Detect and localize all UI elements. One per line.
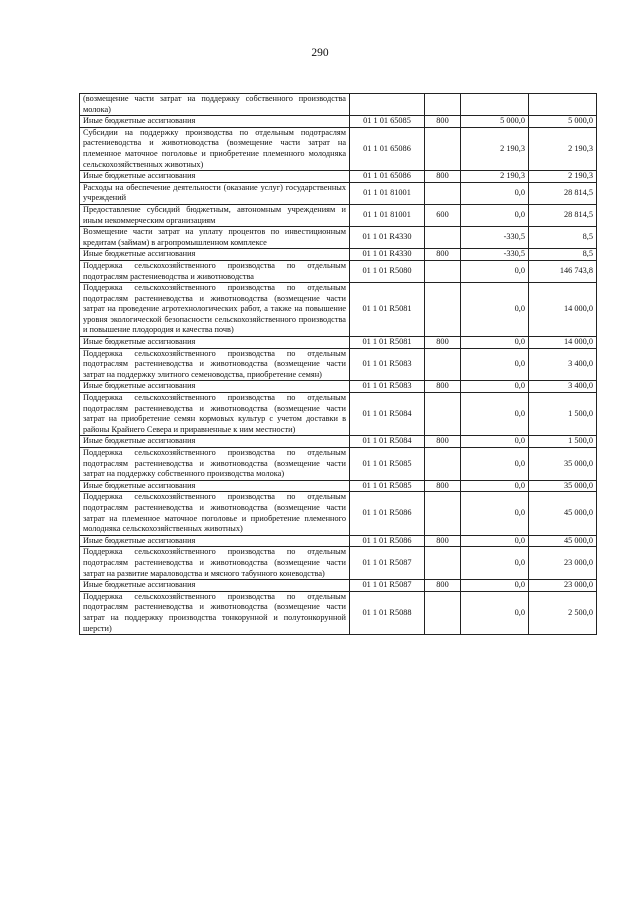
item-name-cell: Иные бюджетные ассигнования — [80, 436, 350, 448]
table-row — [80, 591, 597, 634]
table-row — [80, 260, 597, 282]
item-name-cell: Поддержка сельскохозяйственного производства по отдельным подотраслям растениеводства и животноводства (возмещение части затрат на племенное маточное поголовье и приобретение племенного молодняка сельскохозяйственных животных) — [80, 492, 350, 535]
target-code-cell: 01 1 01 R5085 — [350, 448, 425, 481]
table-row — [80, 182, 597, 204]
item-name-cell: Предоставление субсидий бюджетным, автономным учреждениям и иным некоммерческим организациям — [80, 204, 350, 226]
amount-total-cell: 146 743,8 — [529, 260, 597, 282]
expense-kind-cell: 800 — [425, 381, 461, 393]
amount-change-cell: 0,0 — [461, 448, 529, 481]
target-code-cell: 01 1 01 R4330 — [350, 227, 425, 249]
amount-total-cell: 2 190,3 — [529, 171, 597, 183]
amount-total-cell: 5 000,0 — [529, 116, 597, 128]
amount-total-cell: 28 814,5 — [529, 204, 597, 226]
amount-change-cell: 0,0 — [461, 393, 529, 436]
target-code-cell: 01 1 01 81001 — [350, 182, 425, 204]
target-code-cell: 01 1 01 R5083 — [350, 348, 425, 381]
expense-kind-cell: 800 — [425, 171, 461, 183]
amount-change-cell: 2 190,3 — [461, 127, 529, 170]
item-name-cell: Иные бюджетные ассигнования — [80, 381, 350, 393]
table-row — [80, 204, 597, 226]
expense-kind-cell — [425, 348, 461, 381]
amount-change-cell: 0,0 — [461, 436, 529, 448]
target-code-cell: 01 1 01 R5085 — [350, 480, 425, 492]
item-name-cell: Поддержка сельскохозяйственного производства по отдельным подотраслям растениеводства и животноводства (возмещение части затрат на поддержку производства тонкорунной и полутонкорунной шерсти) — [80, 591, 350, 634]
table-row — [80, 580, 597, 592]
item-name-cell: Возмещение части затрат на уплату процентов по инвестиционным кредитам (займам) в агропромышленном комплексе — [80, 227, 350, 249]
item-name-cell: Поддержка сельскохозяйственного производства по отдельным подотраслям растениеводства и животноводства — [80, 260, 350, 282]
item-name-cell: Иные бюджетные ассигнования — [80, 535, 350, 547]
amount-change-cell: 0,0 — [461, 204, 529, 226]
amount-total-cell: 14 000,0 — [529, 337, 597, 349]
expense-kind-cell — [425, 227, 461, 249]
target-code-cell — [350, 94, 425, 116]
expense-kind-cell: 800 — [425, 337, 461, 349]
amount-total-cell: 2 500,0 — [529, 591, 597, 634]
target-code-cell: 01 1 01 65086 — [350, 127, 425, 170]
table-row — [80, 171, 597, 183]
amount-total-cell: 35 000,0 — [529, 448, 597, 481]
table-row — [80, 436, 597, 448]
expense-kind-cell: 800 — [425, 480, 461, 492]
amount-change-cell: 0,0 — [461, 547, 529, 580]
amount-change-cell: 2 190,3 — [461, 171, 529, 183]
amount-total-cell: 3 400,0 — [529, 381, 597, 393]
expense-kind-cell: 800 — [425, 580, 461, 592]
target-code-cell: 01 1 01 R5087 — [350, 580, 425, 592]
amount-change-cell: 5 000,0 — [461, 116, 529, 128]
expense-kind-cell: 800 — [425, 535, 461, 547]
table-row — [80, 227, 597, 249]
target-code-cell: 01 1 01 R5086 — [350, 492, 425, 535]
target-code-cell: 01 1 01 R5081 — [350, 337, 425, 349]
amount-total-cell: 1 500,0 — [529, 436, 597, 448]
amount-change-cell: 0,0 — [461, 337, 529, 349]
target-code-cell: 01 1 01 R4330 — [350, 249, 425, 261]
amount-total-cell — [529, 94, 597, 116]
amount-change-cell: 0,0 — [461, 480, 529, 492]
table-row — [80, 127, 597, 170]
amount-change-cell: 0,0 — [461, 580, 529, 592]
table-row — [80, 348, 597, 381]
amount-total-cell: 14 000,0 — [529, 283, 597, 337]
expense-kind-cell — [425, 547, 461, 580]
expense-kind-cell: 800 — [425, 436, 461, 448]
expense-kind-cell: 600 — [425, 204, 461, 226]
amount-total-cell: 23 000,0 — [529, 580, 597, 592]
table-row — [80, 393, 597, 436]
expense-kind-cell — [425, 492, 461, 535]
amount-total-cell: 45 000,0 — [529, 492, 597, 535]
amount-total-cell: 23 000,0 — [529, 547, 597, 580]
amount-change-cell: 0,0 — [461, 348, 529, 381]
amount-change-cell: 0,0 — [461, 283, 529, 337]
target-code-cell: 01 1 01 R5084 — [350, 393, 425, 436]
amount-total-cell: 28 814,5 — [529, 182, 597, 204]
expense-kind-cell — [425, 591, 461, 634]
amount-change-cell: 0,0 — [461, 591, 529, 634]
item-name-cell: Поддержка сельскохозяйственного производства по отдельным подотраслям растениеводства и животноводства (возмещение части затрат на приобретение семян кормовых культур с учетом доставки в районы Крайнего Севера и приравненные к ним местности) — [80, 393, 350, 436]
item-name-cell: Иные бюджетные ассигнования — [80, 580, 350, 592]
amount-change-cell: -330,5 — [461, 249, 529, 261]
item-name-cell: Расходы на обеспечение деятельности (оказание услуг) государственных учреждений — [80, 182, 350, 204]
amount-change-cell: 0,0 — [461, 260, 529, 282]
table-row — [80, 535, 597, 547]
target-code-cell: 01 1 01 R5080 — [350, 260, 425, 282]
item-name-cell: (возмещение части затрат на поддержку собственного производства молока) — [80, 94, 350, 116]
item-name-cell: Иные бюджетные ассигнования — [80, 480, 350, 492]
expense-kind-cell — [425, 182, 461, 204]
expense-kind-cell — [425, 94, 461, 116]
target-code-cell: 01 1 01 65085 — [350, 116, 425, 128]
expense-kind-cell — [425, 283, 461, 337]
table-row — [80, 94, 597, 116]
table-row — [80, 249, 597, 261]
table-row — [80, 480, 597, 492]
amount-change-cell — [461, 94, 529, 116]
amount-change-cell: 0,0 — [461, 381, 529, 393]
target-code-cell: 01 1 01 R5081 — [350, 283, 425, 337]
amount-total-cell: 1 500,0 — [529, 393, 597, 436]
amount-total-cell: 45 000,0 — [529, 535, 597, 547]
target-code-cell: 01 1 01 R5087 — [350, 547, 425, 580]
table-row — [80, 337, 597, 349]
item-name-cell: Поддержка сельскохозяйственного производства по отдельным подотраслям растениеводства и животноводства (возмещение части затрат на поддержку элитного семеноводства, приобретение семян) — [80, 348, 350, 381]
page-number: 290 — [311, 47, 329, 59]
table-row — [80, 381, 597, 393]
amount-change-cell: -330,5 — [461, 227, 529, 249]
item-name-cell: Иные бюджетные ассигнования — [80, 249, 350, 261]
target-code-cell: 01 1 01 65086 — [350, 171, 425, 183]
expense-kind-cell: 800 — [425, 116, 461, 128]
table-row — [80, 283, 597, 337]
amount-change-cell: 0,0 — [461, 492, 529, 535]
table-row — [80, 448, 597, 481]
budget-table — [79, 93, 597, 635]
item-name-cell: Поддержка сельскохозяйственного производства по отдельным подотраслям растениеводства и животноводства (возмещение части затрат на проведение агротехнологических работ, а также на повышение уровня экологической безопасности сельскохозяйственного производства и повышение плодородия и качества почв) — [80, 283, 350, 337]
amount-total-cell: 8,5 — [529, 227, 597, 249]
item-name-cell: Субсидии на поддержку производства по отдельным подотраслям растениеводства и животноводства (возмещение части затрат на племенное маточное поголовье и приобретение племенного молодняка сельскохозяйственных животных) — [80, 127, 350, 170]
target-code-cell: 01 1 01 R5086 — [350, 535, 425, 547]
expense-kind-cell — [425, 393, 461, 436]
amount-change-cell: 0,0 — [461, 535, 529, 547]
expense-kind-cell — [425, 260, 461, 282]
amount-total-cell: 2 190,3 — [529, 127, 597, 170]
expense-kind-cell: 800 — [425, 249, 461, 261]
item-name-cell: Иные бюджетные ассигнования — [80, 171, 350, 183]
amount-total-cell: 35 000,0 — [529, 480, 597, 492]
target-code-cell: 01 1 01 R5083 — [350, 381, 425, 393]
expense-kind-cell — [425, 127, 461, 170]
expense-kind-cell — [425, 448, 461, 481]
amount-total-cell: 8,5 — [529, 249, 597, 261]
item-name-cell: Поддержка сельскохозяйственного производства по отдельным подотраслям растениеводства и животноводства (возмещение части затрат на поддержку собственного производства молока) — [80, 448, 350, 481]
target-code-cell: 01 1 01 81001 — [350, 204, 425, 226]
budget-table-body — [80, 94, 597, 635]
target-code-cell: 01 1 01 R5084 — [350, 436, 425, 448]
item-name-cell: Иные бюджетные ассигнования — [80, 116, 350, 128]
amount-total-cell: 3 400,0 — [529, 348, 597, 381]
amount-change-cell: 0,0 — [461, 182, 529, 204]
table-row — [80, 116, 597, 128]
target-code-cell: 01 1 01 R5088 — [350, 591, 425, 634]
table-row — [80, 547, 597, 580]
item-name-cell: Иные бюджетные ассигнования — [80, 337, 350, 349]
table-row — [80, 492, 597, 535]
item-name-cell: Поддержка сельскохозяйственного производства по отдельным подотраслям растениеводства и животноводства (возмещение части затрат на развитие мараловодства и мясного табунного коневодства) — [80, 547, 350, 580]
